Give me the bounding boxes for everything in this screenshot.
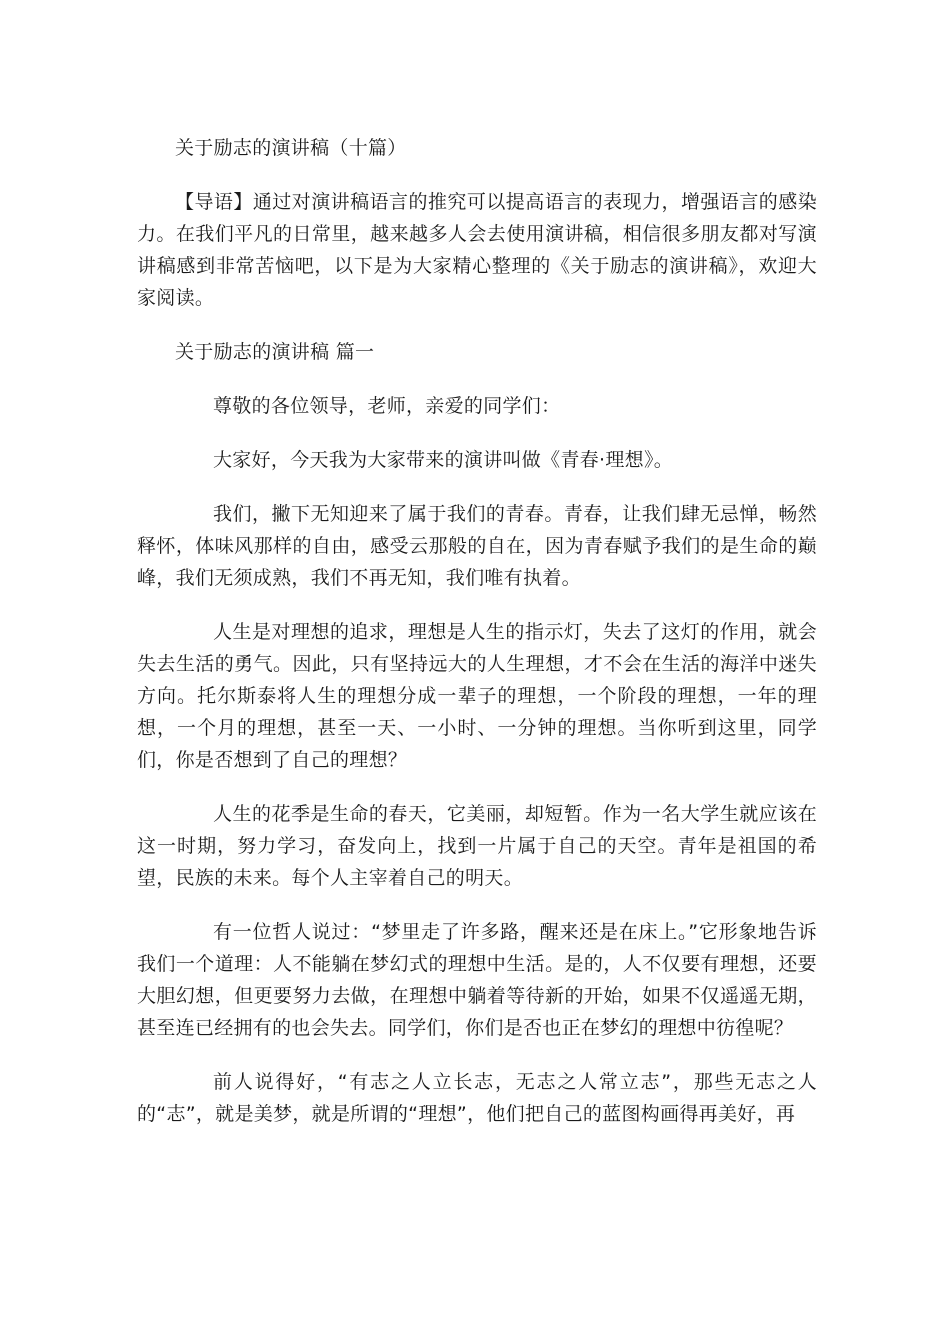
- body-paragraph: 有一位哲人说过：“梦里走了许多路，醒来还是在床上。”它形象地告诉我们一个道理：人不能躺在梦幻式的理想中生活。是的，人不仅要有理想，还要大胆幻想，但更要努力去做，在理想中躺着等待新的开始，如果不仅遥遥无期，甚至连已经拥有的也会失去。同学们，你们是否也正在梦幻的理想中彷徨呢？: [137, 921, 817, 1039]
- body-paragraph: 前人说得好，“有志之人立长志，无志之人常立志”，那些无志之人的“志”，就是美梦，就是所谓的“理想”，他们把自己的蓝图构画得再美好，再: [137, 1071, 817, 1125]
- document-title: 关于励志的演讲稿（十篇）: [175, 137, 407, 159]
- body-paragraph: 人生的花季是生命的春天，它美丽，却短暂。作为一名大学生就应该在这一时期，努力学习，奋发向上，找到一片属于自己的天空。青年是祖国的希望，民族的未来。每个人主宰着自己的明天。: [137, 803, 817, 889]
- intro-paragraph: 【导语】通过对演讲稿语言的推究可以提高语言的表现力，增强语言的感染力。在我们平凡的日常里，越来越多人会去使用演讲稿，相信很多朋友都对写演讲稿感到非常苦恼吧，以下是为大家精心整理的《关于励志的演讲稿》，欢迎大家阅读。: [137, 191, 817, 309]
- document-page: [137, 132, 817, 1152]
- section-title: 关于励志的演讲稿 篇一: [175, 341, 375, 363]
- salutation-paragraph: 尊敬的各位领导，老师，亲爱的同学们：: [213, 395, 561, 417]
- opening-paragraph: 大家好，今天我为大家带来的演讲叫做《青春·理想》。: [213, 449, 674, 471]
- body-paragraph: 人生是对理想的追求，理想是人生的指示灯，失去了这灯的作用，就会失去生活的勇气。因此，只有坚持远大的人生理想，才不会在生活的海洋中迷失方向。托尔斯泰将人生的理想分成一辈子的理想，一个阶段的理想，一年的理想，一个月的理想，甚至一天、一小时、一分钟的理想。当你听到这里，同学们，你是否想到了自己的理想？: [137, 621, 817, 771]
- body-paragraph: 我们，撇下无知迎来了属于我们的青春。青春，让我们肆无忌惮，畅然释怀，体味风那样的自由，感受云那般的自在，因为青春赋予我们的是生命的巅峰，我们无须成熟，我们不再无知，我们唯有执着。: [137, 503, 817, 589]
